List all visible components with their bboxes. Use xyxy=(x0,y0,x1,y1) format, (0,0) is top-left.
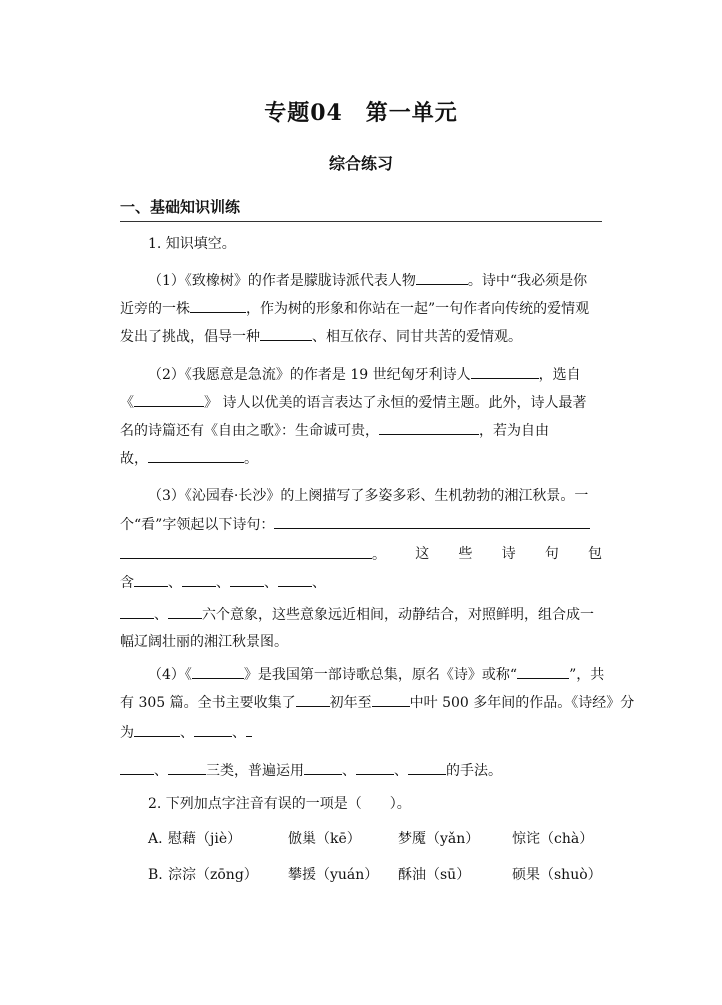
answer-blank[interactable] xyxy=(246,722,252,737)
answer-blank[interactable] xyxy=(379,420,479,435)
text-fragment: ，作为树的形象和你站在一起”一句作者向传统的爱情观 xyxy=(246,301,590,317)
answer-blank[interactable] xyxy=(182,572,216,587)
option-item: 慰藉（jiè） xyxy=(168,831,242,847)
answer-blank[interactable] xyxy=(194,722,232,737)
answer-blank[interactable] xyxy=(134,392,204,407)
text-fragment: 。诗中“我必须是你 xyxy=(467,273,588,289)
q1-part4-line4 xyxy=(120,760,602,781)
q1-part2-line3 xyxy=(120,420,602,441)
text-fragment: 含 xyxy=(120,575,134,591)
separator: 、 xyxy=(394,763,408,779)
text-fragment: 故， xyxy=(120,451,148,467)
option-item: 惊诧（chà） xyxy=(512,831,594,847)
answer-blank[interactable] xyxy=(134,722,180,737)
answer-blank[interactable] xyxy=(190,298,246,313)
text-fragment: 发出了挑战，倡导一种 xyxy=(120,329,260,345)
question-2-stem: 2. 下列加点字注音有误的一项是（ ）。 xyxy=(148,796,411,812)
separator: 、 xyxy=(154,607,168,623)
q1-part3-line2 xyxy=(120,514,602,535)
answer-blank[interactable] xyxy=(296,692,330,707)
page-subtitle: 综合练习 xyxy=(328,154,393,173)
text-fragment: 中叶 500 多年间的作品。《诗经》分 xyxy=(409,695,635,711)
answer-blank[interactable] xyxy=(168,760,206,775)
text-fragment xyxy=(120,544,386,565)
answer-blank[interactable] xyxy=(517,664,569,679)
q1-part2-line1 xyxy=(148,364,602,385)
text-fragment: 三类，普遍运用 xyxy=(206,763,304,779)
answer-blank[interactable] xyxy=(134,572,168,587)
text-fragment: ，若为自由 xyxy=(479,423,549,439)
text-fragment: 个“看”字领起以下诗句： xyxy=(120,517,275,533)
q1-part1-line2 xyxy=(120,298,602,319)
text-fragment: （4）《 xyxy=(148,667,192,683)
option-b[interactable] xyxy=(148,865,602,885)
q1-part3-line1: （3）《沁园春·长沙》的上阕描写了多姿多彩、生机勃勃的湘江秋景。一 xyxy=(148,488,589,504)
separator: 、 xyxy=(342,763,356,779)
separator: 、 xyxy=(180,725,194,741)
answer-blank[interactable] xyxy=(148,448,244,463)
text-fragment: （2）《我愿意是急流》的作者是 19 世纪匈牙利诗人 xyxy=(148,367,471,383)
text-fragment: （1）《致橡树》的作者是朦胧诗派代表人物 xyxy=(148,273,416,289)
q1-part4-line2 xyxy=(120,692,635,713)
q1-part3-line6: 幅辽阔壮丽的湘江秋景图。 xyxy=(120,634,288,650)
q1-part3-line5 xyxy=(120,604,602,625)
text-fragment: 的手法。 xyxy=(446,763,502,779)
answer-blank[interactable] xyxy=(278,572,312,587)
option-a[interactable] xyxy=(148,829,602,849)
q1-part3-line3 xyxy=(120,544,602,565)
q1-part3-line4 xyxy=(120,572,602,593)
answer-blank[interactable] xyxy=(120,544,372,559)
text-fragment: 六个意象，这些意象远近相间，动静结合，对照鲜明，组合成一 xyxy=(202,607,594,623)
text-fragment: 、相互依存、同甘共苦的爱情观。 xyxy=(312,329,522,345)
answer-blank[interactable] xyxy=(120,604,154,619)
separator: 、 xyxy=(312,575,326,591)
q1-part2-line2 xyxy=(120,392,602,413)
answer-blank[interactable] xyxy=(416,270,468,285)
text-fragment: ，选自 xyxy=(538,367,581,383)
separator: 、 xyxy=(264,575,278,591)
text-fragment: 》是我国第一部诗歌总集，原名《诗》或称“ xyxy=(243,667,518,683)
answer-blank[interactable] xyxy=(274,514,590,529)
separator: 、 xyxy=(232,725,246,741)
text-fragment: 。 xyxy=(372,547,386,563)
answer-blank[interactable] xyxy=(356,760,394,775)
option-item: 硕果（shuò） xyxy=(512,867,602,883)
spaced-char: 诗 xyxy=(501,546,516,562)
option-label: B. xyxy=(148,867,163,883)
text-fragment: 初年至 xyxy=(329,695,372,711)
answer-blank[interactable] xyxy=(168,604,202,619)
page-title: 专题04 第一单元 xyxy=(264,100,458,126)
q1-part4-line1 xyxy=(148,664,605,685)
answer-blank[interactable] xyxy=(471,364,539,379)
text-fragment: ”，共 xyxy=(569,667,605,683)
q1-part1-line3 xyxy=(120,326,602,347)
spaced-char: 句 xyxy=(544,546,559,562)
spaced-char: 这 xyxy=(415,546,430,562)
answer-blank[interactable] xyxy=(408,760,446,775)
option-label: A. xyxy=(148,831,163,847)
text-fragment: 近旁的一株 xyxy=(120,301,190,317)
q1-part2-line4 xyxy=(120,448,602,469)
answer-blank[interactable] xyxy=(260,326,312,341)
answer-blank[interactable] xyxy=(372,692,410,707)
text-fragment: 有 305 篇。全书主要收集了 xyxy=(120,695,296,711)
q1-part4-line3 xyxy=(120,722,602,743)
spaced-char: 些 xyxy=(458,546,473,562)
option-item: 淙淙（zōng） xyxy=(168,867,258,883)
separator: 、 xyxy=(216,575,230,591)
q1-part1-line1 xyxy=(148,270,602,291)
option-item: 倣巢（kē） xyxy=(288,831,361,847)
option-item: 梦魇（yǎn） xyxy=(398,831,480,847)
answer-blank[interactable] xyxy=(192,664,244,679)
separator: 、 xyxy=(154,763,168,779)
text-fragment: 《 xyxy=(120,395,134,411)
answer-blank[interactable] xyxy=(120,760,154,775)
text-fragment: 名的诗篇还有《自由之歌》：生命诚可贵， xyxy=(120,423,379,439)
answer-blank[interactable] xyxy=(304,760,342,775)
answer-blank[interactable] xyxy=(230,572,264,587)
option-item: 酥油（sū） xyxy=(398,867,471,883)
spaced-char: 包 xyxy=(587,546,602,562)
question-1-stem: 1. 知识填空。 xyxy=(148,236,236,252)
section-heading-basic-knowledge: 一、基础知识训练 xyxy=(120,196,602,222)
text-fragment: 为 xyxy=(120,725,134,741)
text-fragment: 》 诗人以优美的语言表达了永恒的爱情主题。此外，诗人最著 xyxy=(204,395,587,411)
option-item: 攀援（yuán） xyxy=(288,867,379,883)
text-fragment: 。 xyxy=(244,451,258,467)
separator: 、 xyxy=(168,575,182,591)
